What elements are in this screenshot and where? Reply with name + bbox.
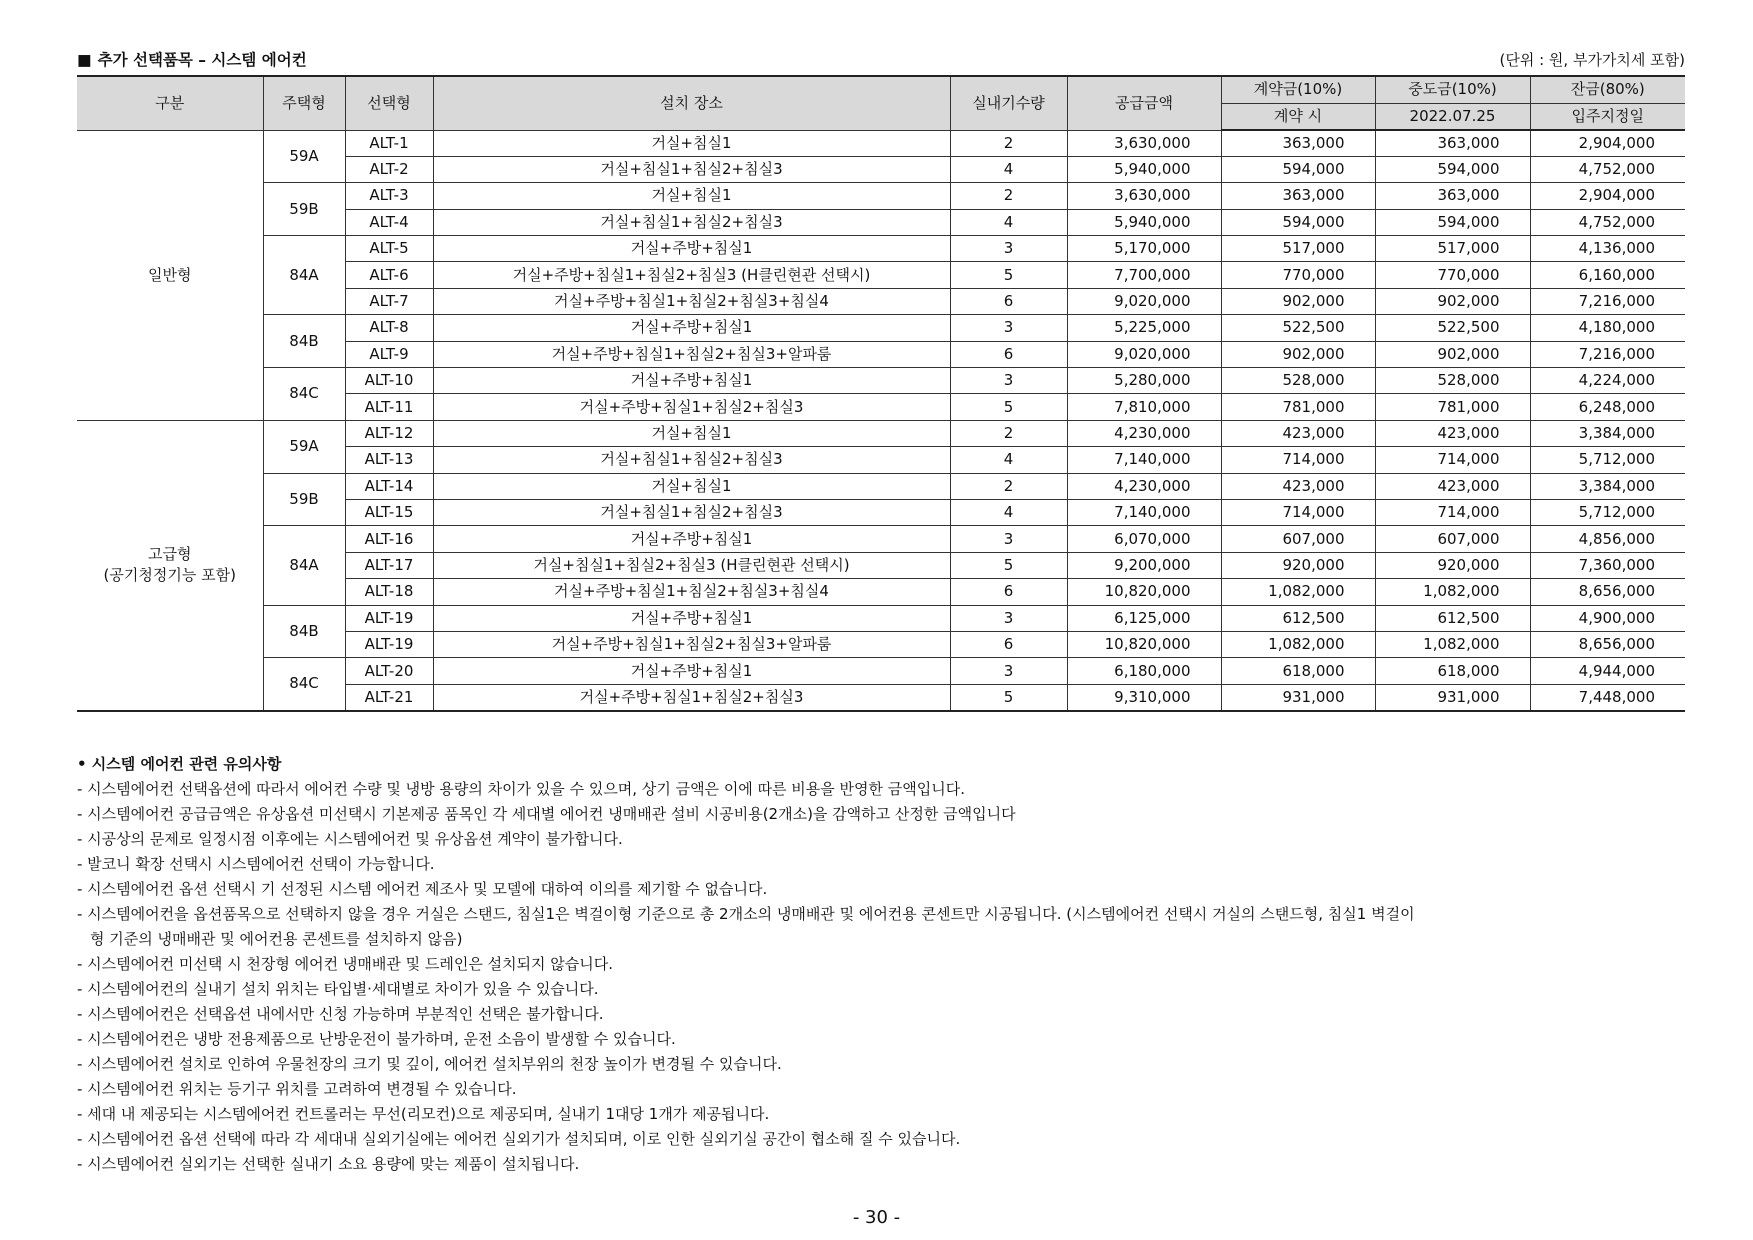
middle-cell: 1,082,000 (1375, 631, 1530, 657)
middle-cell: 714,000 (1375, 499, 1530, 525)
category-cell (77, 130, 263, 420)
supply-price-cell: 4,230,000 (1067, 473, 1221, 499)
option-type-cell: ALT-5 (345, 236, 433, 262)
location-cell: 거실+주방+침실1+침실2+침실3 (H클린현관 선택시) (433, 262, 950, 288)
middle-cell: 612,500 (1375, 605, 1530, 631)
location-cell: 거실+주방+침실1+침실2+침실3 (433, 394, 950, 420)
contract-cell: 423,000 (1221, 473, 1375, 499)
note-item: - 시스템에어컨 옵션 선택에 따라 각 세대내 실외기실에는 에어컨 실외기가 설치되며, 이로 인한 실외기실 공간이 협소해 질 수 있습니다. (77, 1130, 961, 1148)
location-cell: 거실+주방+침실1 (433, 315, 950, 341)
house-type-cell: 59B (263, 183, 345, 236)
middle-cell: 522,500 (1375, 315, 1530, 341)
contract-cell: 612,500 (1221, 605, 1375, 631)
option-type-cell: ALT-10 (345, 368, 433, 394)
house-type-cell: 59B (263, 473, 345, 526)
option-type-cell: ALT-13 (345, 447, 433, 473)
balance-cell: 4,136,000 (1530, 236, 1685, 262)
notes-section (77, 752, 1687, 1177)
category-label: 일반형 (148, 265, 192, 284)
indoor-units-cell: 2 (950, 420, 1067, 446)
location-cell: 거실+침실1+침실2+침실3 (433, 499, 950, 525)
balance-cell: 4,224,000 (1530, 368, 1685, 394)
option-type-cell: ALT-9 (345, 341, 433, 367)
indoor-units-cell: 5 (950, 262, 1067, 288)
table-row (77, 473, 1685, 499)
location-cell: 거실+주방+침실1 (433, 658, 950, 684)
middle-cell: 920,000 (1375, 552, 1530, 578)
indoor-units-cell: 4 (950, 156, 1067, 182)
indoor-units-cell: 3 (950, 368, 1067, 394)
supply-price-cell: 5,940,000 (1067, 156, 1221, 182)
contract-cell: 770,000 (1221, 262, 1375, 288)
header-option-type: 선택형 (345, 76, 433, 130)
note-item: - 시스템에어컨 실외기는 선택한 실내기 소요 용량에 맞는 제품이 설치됩니다. (77, 1155, 580, 1173)
location-cell: 거실+주방+침실1 (433, 236, 950, 262)
table-header (77, 76, 1685, 130)
option-type-cell: ALT-12 (345, 420, 433, 446)
location-cell: 거실+주방+침실1+침실2+침실3+알파룸 (433, 631, 950, 657)
option-type-cell: ALT-11 (345, 394, 433, 420)
header-indoor-units: 실내기수량 (950, 76, 1067, 130)
house-type-cell: 84A (263, 526, 345, 605)
option-type-cell: ALT-20 (345, 658, 433, 684)
middle-cell: 902,000 (1375, 288, 1530, 314)
page-number: - 30 - (852, 1207, 901, 1228)
supply-price-cell: 3,630,000 (1067, 130, 1221, 156)
location-cell: 거실+침실1+침실2+침실3 (433, 447, 950, 473)
table-row (77, 420, 1685, 446)
supply-price-cell: 6,125,000 (1067, 605, 1221, 631)
indoor-units-cell: 3 (950, 236, 1067, 262)
balance-cell: 7,360,000 (1530, 552, 1685, 578)
balance-cell: 8,656,000 (1530, 579, 1685, 605)
option-type-cell: ALT-6 (345, 262, 433, 288)
table-row (77, 526, 1685, 552)
location-cell: 거실+주방+침실1+침실2+침실3+알파룸 (433, 341, 950, 367)
table-row (77, 236, 1685, 262)
section-title-text: 추가 선택품목 – 시스템 에어컨 (97, 51, 307, 69)
contract-cell: 528,000 (1221, 368, 1375, 394)
table-body (77, 130, 1685, 711)
contract-cell: 607,000 (1221, 526, 1375, 552)
square-bullet-icon: ■ (77, 51, 92, 69)
balance-cell: 4,944,000 (1530, 658, 1685, 684)
indoor-units-cell: 3 (950, 526, 1067, 552)
aircon-option-table (77, 75, 1685, 712)
balance-cell: 2,904,000 (1530, 130, 1685, 156)
table-row (77, 130, 1685, 156)
middle-cell: 594,000 (1375, 209, 1530, 235)
contract-cell: 1,082,000 (1221, 579, 1375, 605)
balance-cell: 8,656,000 (1530, 631, 1685, 657)
balance-cell: 4,752,000 (1530, 209, 1685, 235)
category-label: 고급형 (148, 545, 192, 564)
balance-cell: 6,248,000 (1530, 394, 1685, 420)
contract-cell: 781,000 (1221, 394, 1375, 420)
balance-cell: 3,384,000 (1530, 420, 1685, 446)
note-item: - 세대 내 제공되는 시스템에어컨 컨트롤러는 무선(리모컨)으로 제공되며, 실내기 1대당 1개가 제공됩니다. (77, 1105, 770, 1123)
contract-cell: 1,082,000 (1221, 631, 1375, 657)
notes-list (77, 777, 1687, 1177)
middle-cell: 528,000 (1375, 368, 1530, 394)
option-type-cell: ALT-7 (345, 288, 433, 314)
contract-cell: 618,000 (1221, 658, 1375, 684)
supply-price-cell: 9,310,000 (1067, 684, 1221, 710)
indoor-units-cell: 5 (950, 394, 1067, 420)
contract-cell: 517,000 (1221, 236, 1375, 262)
balance-cell: 4,752,000 (1530, 156, 1685, 182)
category-cell (77, 420, 263, 710)
contract-cell: 363,000 (1221, 183, 1375, 209)
supply-price-cell: 9,200,000 (1067, 552, 1221, 578)
table-row (77, 368, 1685, 394)
balance-cell: 2,904,000 (1530, 183, 1685, 209)
contract-cell: 594,000 (1221, 156, 1375, 182)
contract-cell: 931,000 (1221, 684, 1375, 710)
balance-cell: 7,216,000 (1530, 341, 1685, 367)
note-item: - 시스템에어컨의 실내기 설치 위치는 타입별·세대별로 차이가 있을 수 있습니다. (77, 980, 599, 998)
indoor-units-cell: 4 (950, 447, 1067, 473)
note-item: - 시스템에어컨 미선택 시 천장형 에어컨 냉매배관 및 드레인은 설치되지 않습니다. (77, 955, 614, 973)
option-type-cell: ALT-8 (345, 315, 433, 341)
note-item: - 시스템에어컨은 선택옵션 내에서만 신청 가능하며 부분적인 선택은 불가합니다. (77, 1005, 604, 1023)
house-type-cell: 84C (263, 658, 345, 711)
indoor-units-cell: 6 (950, 631, 1067, 657)
indoor-units-cell: 5 (950, 684, 1067, 710)
balance-cell: 4,856,000 (1530, 526, 1685, 552)
house-type-cell: 84C (263, 368, 345, 421)
option-type-cell: ALT-18 (345, 579, 433, 605)
table-row (77, 315, 1685, 341)
option-type-cell: ALT-15 (345, 499, 433, 525)
location-cell: 거실+침실1 (433, 130, 950, 156)
location-cell: 거실+주방+침실1 (433, 526, 950, 552)
option-type-cell: ALT-17 (345, 552, 433, 578)
option-type-cell: ALT-19 (345, 605, 433, 631)
middle-cell: 607,000 (1375, 526, 1530, 552)
option-type-cell: ALT-1 (345, 130, 433, 156)
middle-cell: 517,000 (1375, 236, 1530, 262)
note-item: - 시스템에어컨 위치는 등기구 위치를 고려하여 변경될 수 있습니다. (77, 1080, 517, 1098)
option-type-cell: ALT-4 (345, 209, 433, 235)
location-cell: 거실+침실1+침실2+침실3 (433, 156, 950, 182)
balance-cell: 4,900,000 (1530, 605, 1685, 631)
supply-price-cell: 7,140,000 (1067, 499, 1221, 525)
indoor-units-cell: 6 (950, 341, 1067, 367)
contract-cell: 902,000 (1221, 341, 1375, 367)
indoor-units-cell: 2 (950, 183, 1067, 209)
header-supply-price: 공급금액 (1067, 76, 1221, 130)
balance-cell: 4,180,000 (1530, 315, 1685, 341)
indoor-units-cell: 3 (950, 315, 1067, 341)
supply-price-cell: 4,230,000 (1067, 420, 1221, 446)
middle-cell: 363,000 (1375, 130, 1530, 156)
supply-price-cell: 5,940,000 (1067, 209, 1221, 235)
supply-price-cell: 5,280,000 (1067, 368, 1221, 394)
location-cell: 거실+침실1+침실2+침실3 (433, 209, 950, 235)
location-cell: 거실+침실1 (433, 420, 950, 446)
supply-price-cell: 7,140,000 (1067, 447, 1221, 473)
balance-cell: 5,712,000 (1530, 499, 1685, 525)
note-item: - 시스템에어컨 선택옵션에 따라서 에어컨 수량 및 냉방 용량의 차이가 있을 수 있으며, 상기 금액은 이에 따른 비용을 반영한 금액입니다. (77, 780, 966, 798)
note-item: - 발코니 확장 선택시 시스템에어컨 선택이 가능합니다. (77, 855, 435, 873)
header-contract: 계약금(10%) (1221, 76, 1375, 103)
table-row (77, 658, 1685, 684)
contract-cell: 714,000 (1221, 499, 1375, 525)
header-balance-sub: 입주지정일 (1530, 103, 1685, 130)
table-row (77, 605, 1685, 631)
location-cell: 거실+침실1 (433, 473, 950, 499)
supply-price-cell: 10,820,000 (1067, 631, 1221, 657)
contract-cell: 594,000 (1221, 209, 1375, 235)
note-item: - 시스템에어컨 옵션 선택시 기 선정된 시스템 에어컨 제조사 및 모델에 대하여 이의를 제기할 수 없습니다. (77, 880, 768, 898)
header-middle: 중도금(10%) (1375, 76, 1530, 103)
note-item: - 시스템에어컨을 옵션품목으로 선택하지 않을 경우 거실은 스탠드, 침실1은 벽걸이형 기준으로 총 2개소의 냉매배관 및 에어컨용 콘센트만 시공됩니다. (시스템에어컨 선택시 거실의 스탠드형, 침실1 벽걸이 (77, 905, 1415, 923)
middle-cell: 714,000 (1375, 447, 1530, 473)
middle-cell: 423,000 (1375, 420, 1530, 446)
supply-price-cell: 5,225,000 (1067, 315, 1221, 341)
option-type-cell: ALT-21 (345, 684, 433, 710)
header-house-type: 주택형 (263, 76, 345, 130)
balance-cell: 7,448,000 (1530, 684, 1685, 710)
indoor-units-cell: 2 (950, 473, 1067, 499)
house-type-cell: 59A (263, 420, 345, 473)
option-type-cell: ALT-2 (345, 156, 433, 182)
indoor-units-cell: 6 (950, 579, 1067, 605)
note-item: - 시공상의 문제로 일정시점 이후에는 시스템에어컨 및 유상옵션 계약이 불가합니다. (77, 830, 623, 848)
contract-cell: 902,000 (1221, 288, 1375, 314)
indoor-units-cell: 2 (950, 130, 1067, 156)
contract-cell: 714,000 (1221, 447, 1375, 473)
note-item: - 시스템에어컨은 냉방 전용제품으로 난방운전이 불가하며, 운전 소음이 발생할 수 있습니다. (77, 1030, 676, 1048)
unit-note: (단위 : 원, 부가가치세 포함) (1499, 51, 1685, 69)
location-cell: 거실+주방+침실1 (433, 368, 950, 394)
contract-cell: 363,000 (1221, 130, 1375, 156)
supply-price-cell: 6,180,000 (1067, 658, 1221, 684)
location-cell: 거실+주방+침실1+침실2+침실3+침실4 (433, 288, 950, 314)
middle-cell: 594,000 (1375, 156, 1530, 182)
supply-price-cell: 3,630,000 (1067, 183, 1221, 209)
supply-price-cell: 6,070,000 (1067, 526, 1221, 552)
contract-cell: 920,000 (1221, 552, 1375, 578)
middle-cell: 423,000 (1375, 473, 1530, 499)
option-type-cell: ALT-14 (345, 473, 433, 499)
notes-heading: • 시스템 에어컨 관련 유의사항 (77, 755, 282, 773)
supply-price-cell: 5,170,000 (1067, 236, 1221, 262)
indoor-units-cell: 4 (950, 209, 1067, 235)
supply-price-cell: 7,700,000 (1067, 262, 1221, 288)
header-middle-sub: 2022.07.25 (1375, 103, 1530, 130)
middle-cell: 902,000 (1375, 341, 1530, 367)
balance-cell: 5,712,000 (1530, 447, 1685, 473)
table-row (77, 183, 1685, 209)
location-cell: 거실+침실1+침실2+침실3 (H클린현관 선택시) (433, 552, 950, 578)
category-sublabel: (공기청정기능 포함) (103, 566, 236, 585)
location-cell: 거실+주방+침실1+침실2+침실3 (433, 684, 950, 710)
location-cell: 거실+주방+침실1+침실2+침실3+침실4 (433, 579, 950, 605)
house-type-cell: 59A (263, 130, 345, 183)
indoor-units-cell: 6 (950, 288, 1067, 314)
middle-cell: 1,082,000 (1375, 579, 1530, 605)
indoor-units-cell: 5 (950, 552, 1067, 578)
location-cell: 거실+침실1 (433, 183, 950, 209)
supply-price-cell: 9,020,000 (1067, 341, 1221, 367)
middle-cell: 770,000 (1375, 262, 1530, 288)
supply-price-cell: 9,020,000 (1067, 288, 1221, 314)
middle-cell: 618,000 (1375, 658, 1530, 684)
balance-cell: 6,160,000 (1530, 262, 1685, 288)
option-type-cell: ALT-3 (345, 183, 433, 209)
balance-cell: 7,216,000 (1530, 288, 1685, 314)
middle-cell: 931,000 (1375, 684, 1530, 710)
option-type-cell: ALT-19 (345, 631, 433, 657)
header-location: 설치 장소 (433, 76, 950, 130)
note-item: - 시스템에어컨 설치로 인하여 우물천장의 크기 및 깊이, 에어컨 설치부위의 천장 높이가 변경될 수 있습니다. (77, 1055, 782, 1073)
supply-price-cell: 7,810,000 (1067, 394, 1221, 420)
indoor-units-cell: 4 (950, 499, 1067, 525)
supply-price-cell: 10,820,000 (1067, 579, 1221, 605)
house-type-cell: 84A (263, 236, 345, 315)
section-title (77, 48, 307, 70)
contract-cell: 522,500 (1221, 315, 1375, 341)
balance-cell: 3,384,000 (1530, 473, 1685, 499)
indoor-units-cell: 3 (950, 658, 1067, 684)
header-contract-sub: 계약 시 (1221, 103, 1375, 130)
note-item: - 시스템에어컨 공급금액은 유상옵션 미선택시 기본제공 품목인 각 세대별 에어컨 냉매배관 설비 시공비용(2개소)을 감액하고 산정한 금액입니다 (77, 805, 1016, 823)
middle-cell: 781,000 (1375, 394, 1530, 420)
middle-cell: 363,000 (1375, 183, 1530, 209)
note-item: 형 기준의 냉매배관 및 에어컨용 콘센트를 설치하지 않음) (90, 930, 463, 948)
header-category: 구분 (77, 76, 263, 130)
house-type-cell: 84B (263, 315, 345, 368)
contract-cell: 423,000 (1221, 420, 1375, 446)
house-type-cell: 84B (263, 605, 345, 658)
option-type-cell: ALT-16 (345, 526, 433, 552)
location-cell: 거실+주방+침실1 (433, 605, 950, 631)
indoor-units-cell: 3 (950, 605, 1067, 631)
header-balance: 잔금(80%) (1530, 76, 1685, 103)
